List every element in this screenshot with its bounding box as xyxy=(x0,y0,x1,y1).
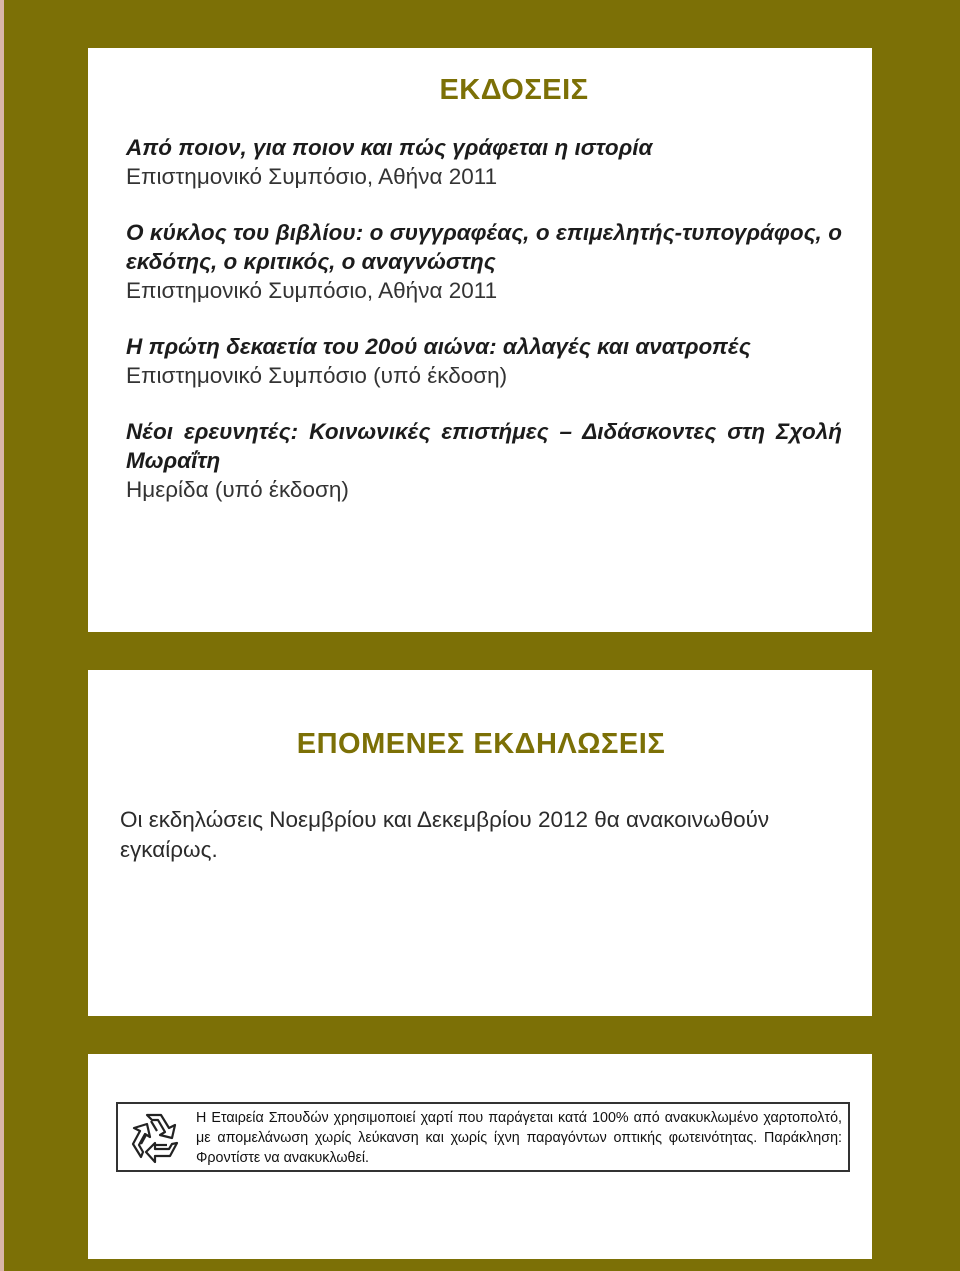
publications-heading: ΕΚΔΟΣΕΙΣ xyxy=(439,74,589,106)
publication-subtitle: Επιστημονικό Συμπόσιο (υπό έκδοση) xyxy=(126,363,508,388)
upcoming-text: Οι εκδηλώσεις Νοεμβρίου και Δεκεμβρίου 2012 θα ανακοινωθούν εγκαίρως. xyxy=(120,807,770,862)
publication-subtitle: Επιστημονικό Συμπόσιο, Αθήνα 2011 xyxy=(126,278,498,303)
publications-panel xyxy=(88,48,872,632)
upcoming-events-panel xyxy=(88,670,872,1016)
upcoming-heading: ΕΠΟΜΕΝΕΣ ΕΚΔΗΛΩΣΕΙΣ xyxy=(296,728,666,760)
publication-title: Νέοι ερευνητές: Κοινωνικές επιστήμες – Διδάσκοντες στη Σχολή Μωραΐτη xyxy=(126,419,842,473)
publication-title: Η πρώτη δεκαετία του 20ού αιώνα: αλλαγές και ανατροπές xyxy=(126,334,751,359)
recycling-notice xyxy=(116,1102,850,1172)
left-edge-strip xyxy=(0,0,4,1271)
publication-subtitle: Ημερίδα (υπό έκδοση) xyxy=(126,477,349,502)
publication-subtitle: Επιστημονικό Συμπόσιο, Αθήνα 2011 xyxy=(126,164,498,189)
publication-item xyxy=(126,218,842,306)
publication-title: Από ποιον, για ποιον και πώς γράφεται η ιστορία xyxy=(126,135,653,160)
recycling-text: Η Εταιρεία Σπουδών χρησιμοποιεί χαρτί που παράγεται κατά 100% από ανακυκλωμένο χαρτοπολτό, με απομελάνωση χωρίς λεύκανση και χωρίς ίχνη παραγόντων οπτικής φωτεινότητας. Παράκληση: Φροντίστε να ανακυκλωθεί. xyxy=(196,1110,842,1166)
recycling-panel xyxy=(88,1054,872,1259)
publication-title: Ο κύκλος του βιβλίου: ο συγγραφέας, ο επιμελητής-τυπογράφος, ο εκδότης, ο κριτικός, ο αναγνώστης xyxy=(126,220,842,274)
publication-item xyxy=(126,332,842,391)
publication-item xyxy=(126,417,842,505)
publication-item xyxy=(126,133,842,192)
recycle-icon xyxy=(123,1107,185,1167)
